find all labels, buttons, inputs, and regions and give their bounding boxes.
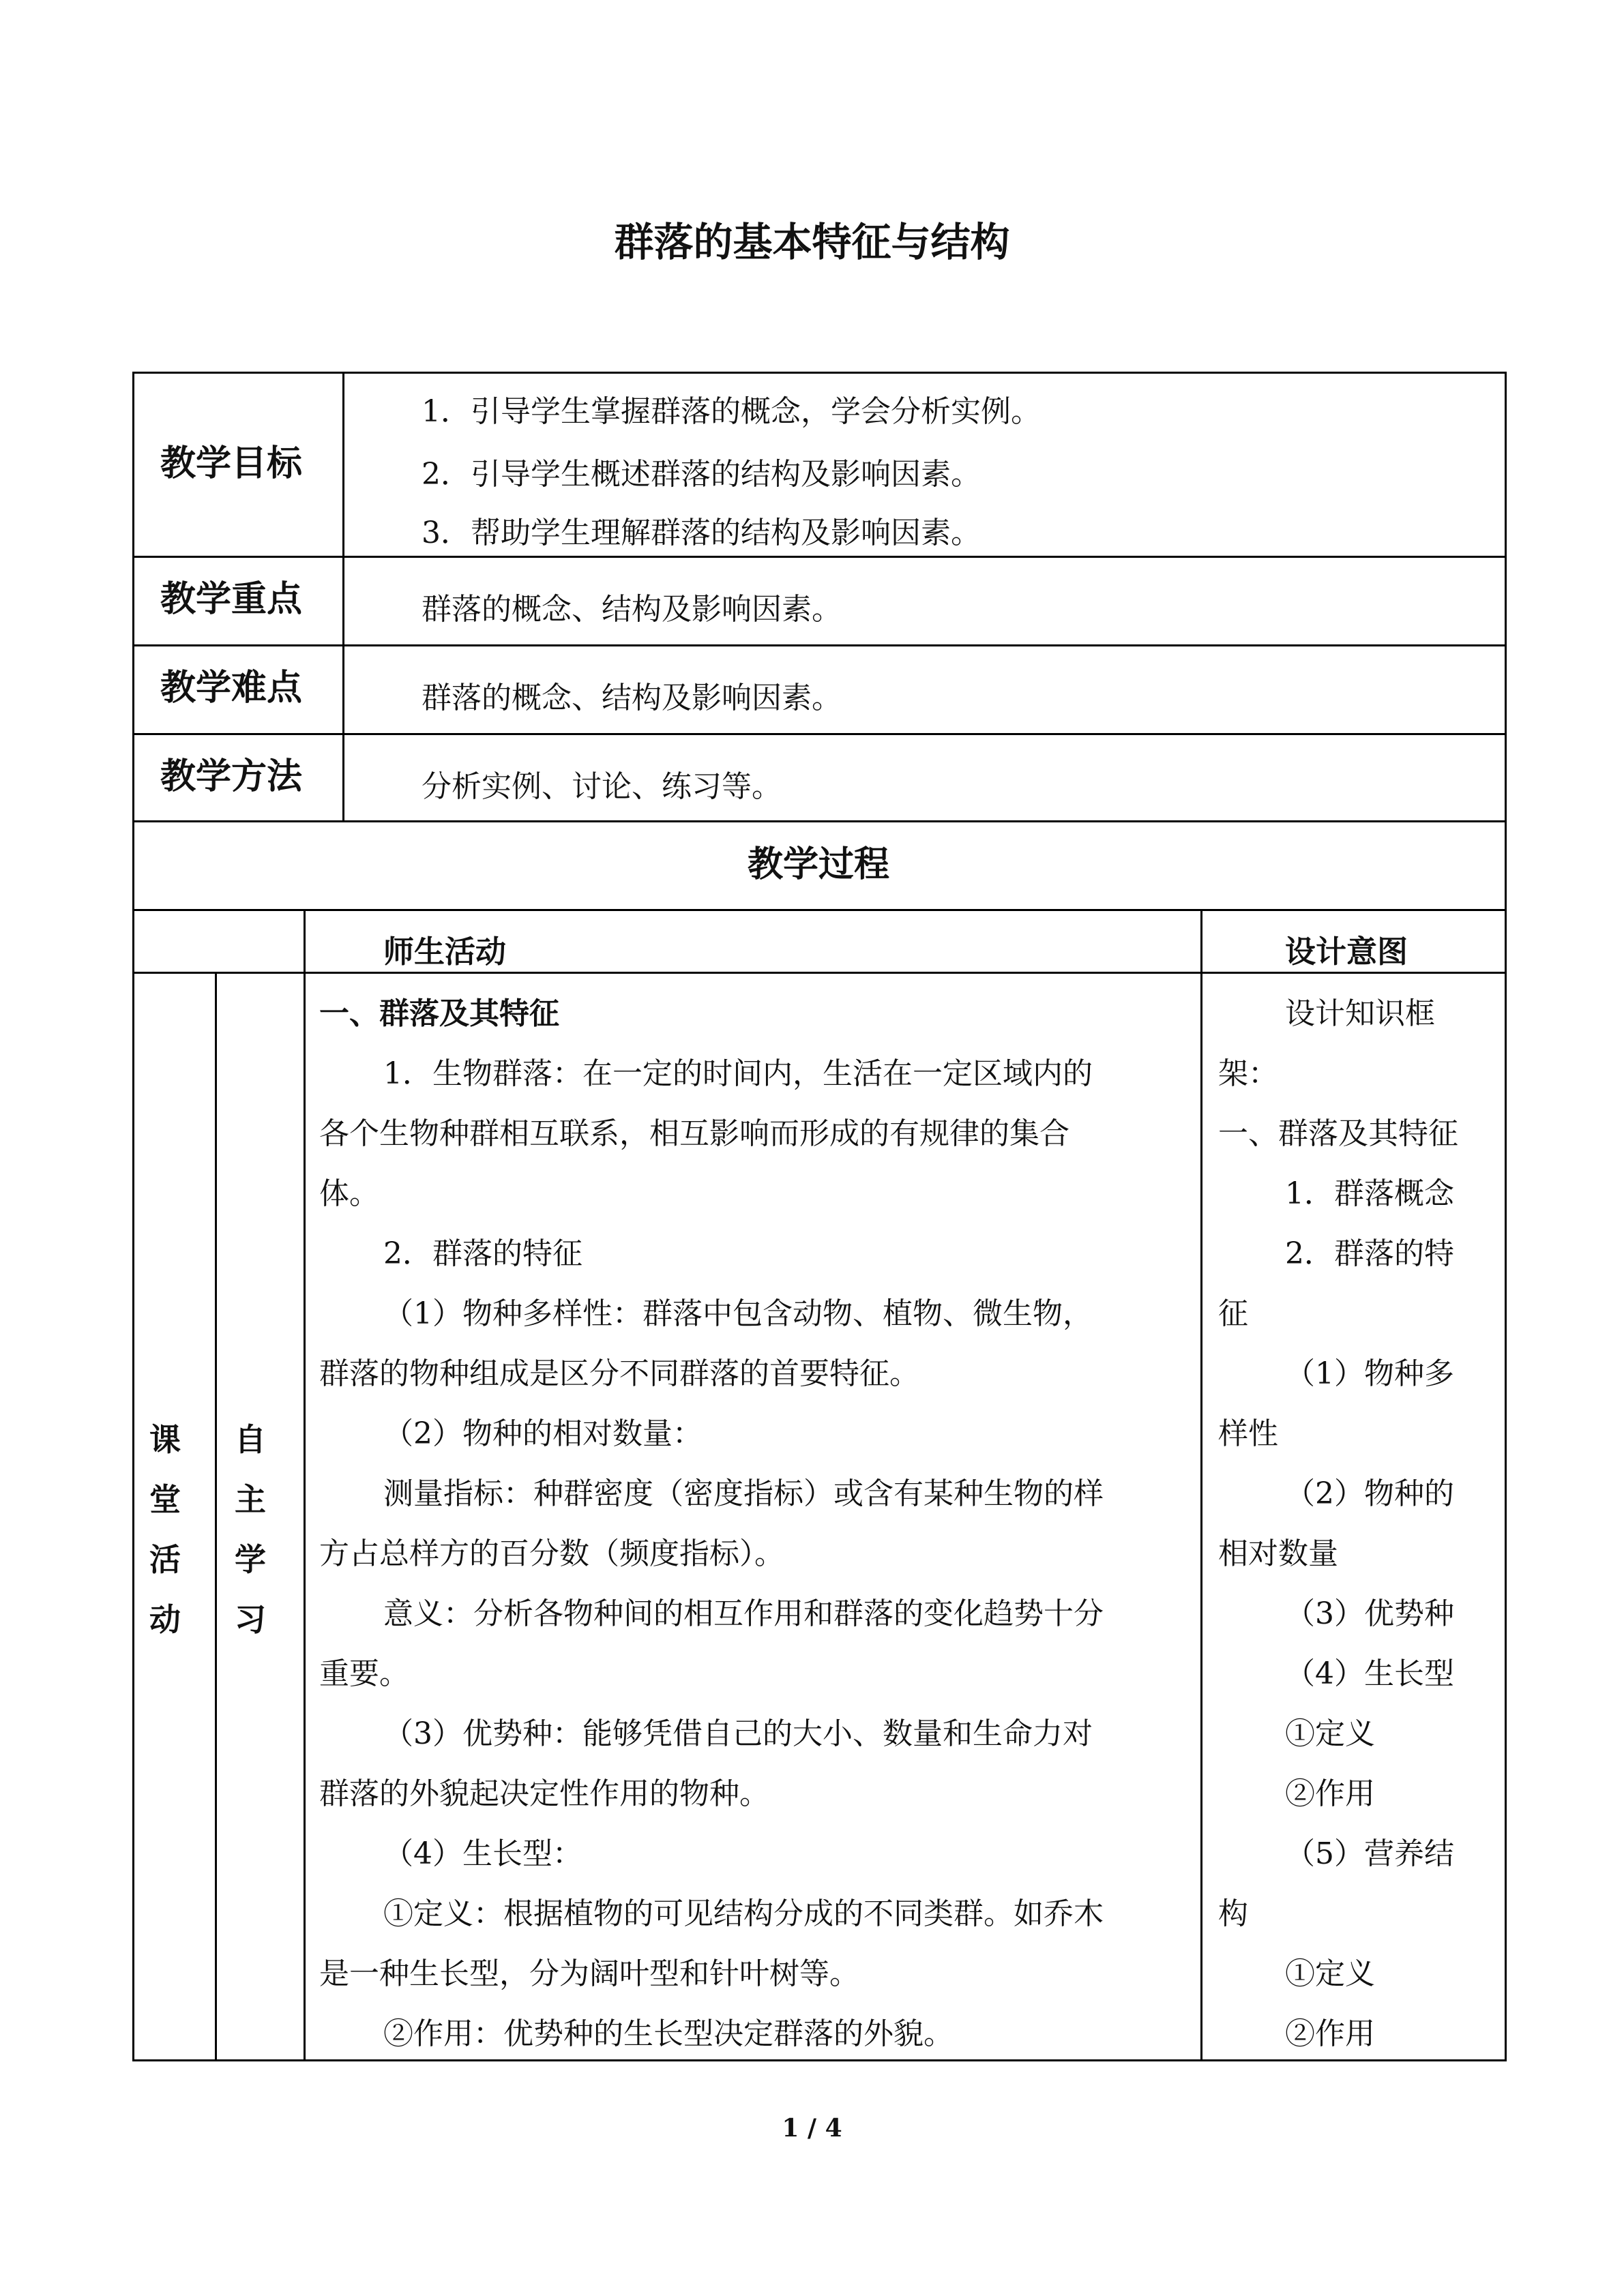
activity-line: （2）物种的相对数量： [383,1416,703,1451]
difficulties-label: 教学难点 [160,668,303,709]
design-line: ①定义 [1285,1956,1375,1991]
design-line: ②作用 [1285,1776,1375,1811]
table-border-top [132,372,1507,374]
objective-item: 1．引导学生掌握群落的概念，学会分析实例。 [422,394,1041,429]
design-line: （2）物种的 [1285,1476,1454,1511]
document-title: 群落的基本特征与结构 [614,219,1010,265]
activity-line: 群落的物种组成是区分不同群落的首要特征。 [319,1356,919,1391]
design-line: 2．群落的特 [1285,1236,1454,1271]
methods-text: 分析实例、讨论、练习等。 [422,769,782,804]
row-divider [132,909,1507,911]
page-number: 1 / 4 [782,2114,842,2143]
activity-line: ②作用：优势种的生长型决定群落的外貌。 [383,2016,954,2051]
design-line: 设计知识框 [1285,996,1435,1031]
section-char: 主 [235,1481,266,1518]
table-border-bottom [132,2059,1507,2061]
process-title: 教学过程 [747,844,889,885]
col-divider [215,972,217,2061]
design-line: ①定义 [1285,1716,1375,1751]
design-line: （1）物种多 [1285,1356,1454,1391]
activity-line: 是一种生长型，分为阔叶型和针叶树等。 [319,1956,859,1991]
design-line: 构 [1218,1896,1248,1931]
activity-line: （1）物种多样性：群落中包含动物、植物、微生物， [383,1296,1093,1331]
design-line: 一、群落及其特征 [1218,1116,1458,1151]
activity-line: 方占总样方的百分数（频度指标）。 [319,1536,784,1571]
design-line: 征 [1218,1296,1248,1331]
row-divider [132,644,1507,646]
key-points-text: 群落的概念、结构及影响因素。 [422,592,842,627]
stage-char: 课 [149,1421,181,1458]
activity-line: 2．群落的特征 [383,1236,582,1271]
design-line: 样性 [1218,1416,1278,1451]
stage-char: 动 [149,1601,181,1638]
table-border-right [1505,372,1507,2061]
stage-char: 活 [149,1541,181,1578]
difficulties-text: 群落的概念、结构及影响因素。 [422,681,842,715]
methods-label: 教学方法 [160,756,303,797]
section-char: 习 [235,1601,266,1638]
section-char: 学 [235,1541,266,1578]
col-divider [1200,909,1202,2061]
activity-line: ①定义：根据植物的可见结构分成的不同类群。如乔木 [383,1896,1104,1931]
activity-heading: 一、群落及其特征 [319,996,559,1031]
col-divider [342,372,344,822]
activity-line: （4）生长型： [383,1836,582,1871]
row-divider [132,733,1507,735]
design-line: ②作用 [1285,2016,1375,2051]
activity-column-header: 师生活动 [383,934,507,970]
activity-line: 意义：分析各物种间的相互作用和群落的变化趋势十分 [383,1596,1104,1631]
col-divider [304,909,306,2061]
section-char: 自 [235,1421,266,1458]
row-divider [132,972,1507,974]
objectives-label: 教学目标 [160,443,303,484]
objective-item: 2．引导学生概述群落的结构及影响因素。 [422,457,981,492]
activity-line: 体。 [319,1176,379,1211]
design-line: （4）生长型 [1285,1656,1454,1691]
objective-item: 3．帮助学生理解群落的结构及影响因素。 [422,516,981,550]
design-line: （3）优势种 [1285,1596,1454,1631]
activity-line: 测量指标：种群密度（密度指标）或含有某种生物的样 [383,1476,1104,1511]
activity-line: （3）优势种：能够凭借自己的大小、数量和生命力对 [383,1716,1093,1751]
activity-line: 1．生物群落：在一定的时间内，生活在一定区域内的 [383,1056,1093,1091]
activity-line: 各个生物种群相互联系，相互影响而形成的有规律的集合 [319,1116,1069,1151]
design-column-header: 设计意图 [1285,934,1408,970]
row-divider [132,556,1507,558]
row-divider [132,820,1507,822]
activity-line: 重要。 [319,1656,409,1691]
design-line: 1．群落概念 [1285,1176,1454,1211]
design-line: 相对数量 [1218,1536,1338,1571]
activity-line: 群落的外貌起决定性作用的物种。 [319,1776,769,1811]
stage-char: 堂 [149,1481,181,1518]
table-border-left [132,372,134,2061]
design-line: 架： [1218,1056,1278,1091]
design-line: （5）营养结 [1285,1836,1454,1871]
key-points-label: 教学重点 [160,579,303,620]
